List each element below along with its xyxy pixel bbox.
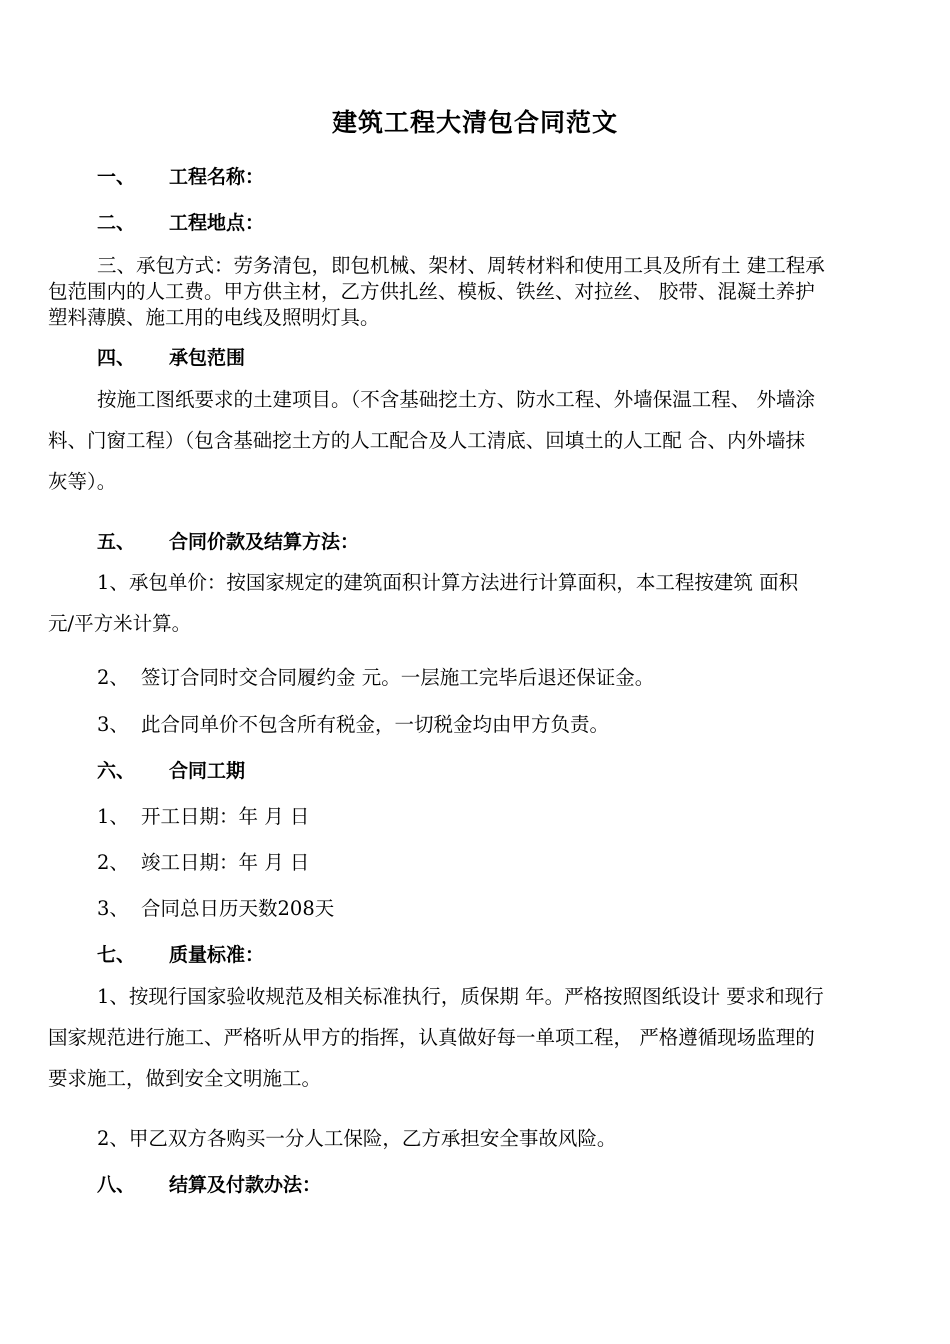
section-6-item-2	[97, 847, 309, 875]
paragraph-line: 料、门窗工程）（包含基础挖土方的人工配合及人工清底、回填土的人工配 合、内外墙抹	[48, 429, 805, 452]
paragraph-line: 包范围内的人工费。甲方供主材，乙方供扎丝、模板、铁丝、对拉丝、 胶带、混凝土养护	[48, 280, 815, 303]
item-text: 签订合同时交合同履约金 元。一层施工完毕后退还保证金。	[141, 666, 655, 689]
section-7-paragraph-2	[48, 1118, 900, 1159]
item-text: 开工日期：年 月 日	[141, 805, 310, 828]
section-number: 二、	[97, 212, 136, 234]
item-number: 2、	[97, 851, 129, 874]
section-title: 结算及付款办法：	[169, 1174, 322, 1196]
section-title: 合同价款及结算方法：	[169, 531, 360, 553]
section-title: 工程名称：	[169, 166, 265, 188]
section-3-paragraph	[48, 253, 900, 331]
paragraph-line: 元/平方米计算。	[48, 612, 192, 635]
section-title: 合同工期	[169, 760, 246, 782]
section-heading-7	[97, 940, 264, 967]
section-number: 七、	[97, 944, 136, 966]
item-number: 2、	[97, 666, 129, 689]
item-text: 此合同单价不包含所有税金，一切税金均由甲方负责。	[141, 713, 610, 736]
section-6-item-1	[97, 801, 309, 829]
section-7-paragraph-1	[48, 976, 900, 1099]
paragraph-line: 按施工图纸要求的土建项目。（不含基础挖土方、防水工程、外墙保温工程、 外墙涂	[97, 388, 815, 411]
item-number: 3、	[97, 713, 129, 736]
section-heading-5	[97, 527, 359, 554]
paragraph-line: 要求施工，做到安全文明施工。	[48, 1067, 322, 1090]
paragraph-line: 国家规范进行施工、严格听从甲方的指挥，认真做好每一单项工程， 严格遵循现场监理的	[48, 1026, 815, 1049]
section-4-paragraph	[48, 379, 900, 502]
section-heading-1	[97, 162, 264, 189]
section-5-item-2	[97, 662, 654, 690]
paragraph-line: 塑料薄膜、施工用的电线及照明灯具。	[48, 306, 380, 329]
section-title: 工程地点：	[169, 212, 265, 234]
section-number: 六、	[97, 760, 136, 782]
section-number: 八、	[97, 1174, 136, 1196]
paragraph-line: 1、按现行国家验收规范及相关标准执行，质保期 年。严格按照图纸设计 要求和现行	[97, 985, 824, 1008]
paragraph-line: 2、甲乙双方各购买一分人工保险，乙方承担安全事故风险。	[97, 1127, 617, 1150]
item-number: 1、	[97, 805, 129, 828]
section-heading-2	[97, 208, 264, 235]
section-number: 四、	[97, 347, 136, 369]
paragraph-line: 1、承包单价：按国家规定的建筑面积计算方法进行计算面积，本工程按建筑 面积	[97, 571, 799, 594]
section-heading-4	[97, 343, 245, 370]
section-number: 五、	[97, 531, 136, 553]
section-title: 质量标准：	[169, 944, 265, 966]
paragraph-line: 灰等）。	[48, 470, 117, 493]
section-title: 承包范围	[169, 347, 246, 369]
section-number: 一、	[97, 166, 136, 188]
item-text: 竣工日期：年 月 日	[141, 851, 310, 874]
section-5-item-3	[97, 709, 609, 737]
section-6-item-3	[97, 893, 334, 921]
paragraph-line: 三、承包方式：劳务清包，即包机械、架材、周转材料和使用工具及所有土 建工程承	[97, 254, 825, 277]
item-text: 合同总日历天数208天	[141, 897, 335, 920]
section-heading-6	[97, 756, 245, 783]
section-heading-8	[97, 1170, 321, 1197]
item-number: 3、	[97, 897, 129, 920]
section-5-paragraph-1	[48, 562, 900, 644]
document-title: 建筑工程大清包合同范文	[331, 108, 618, 137]
